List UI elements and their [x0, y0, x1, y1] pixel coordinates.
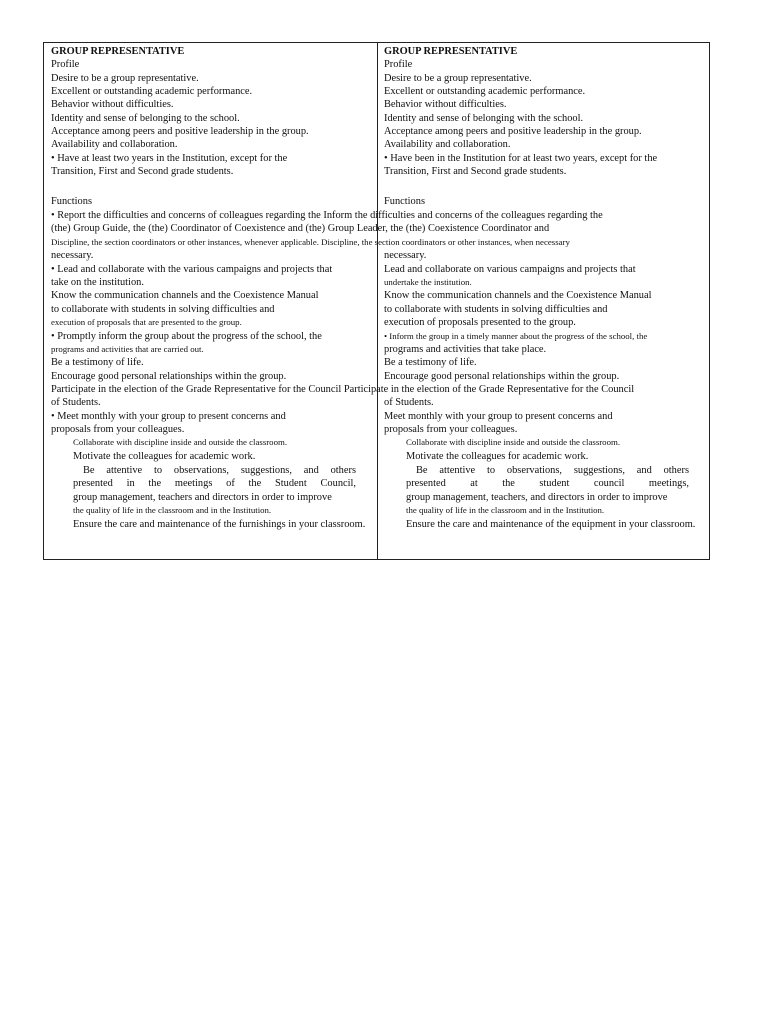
right-function-line: Meet monthly with your group to present concerns and [384, 411, 613, 422]
right-function-line: Be a testimony of life. [384, 357, 477, 368]
left-function-line: • Lead and collaborate with the various campaigns and projects that [51, 264, 333, 275]
right-function-line: Lead and collaborate on various campaigns and projects that [384, 264, 636, 275]
right-function-line: • Inform the group in a timely manner about the progress of the school, the [384, 331, 648, 341]
left-function-line: • Report the difficulties and concerns of colleagues regarding the Inform the difficulties and concerns of the colleagues regarding the [51, 210, 603, 221]
right-title: GROUP REPRESENTATIVE [384, 46, 518, 57]
right-function-line: of Students. [384, 397, 434, 408]
right-function-line: undertake the institution. [384, 277, 472, 287]
left-function-line: (the) Group Guide, the (the) Coordinator of Coexistence and (the) Group Leader, the (the) Coexistence Coordinator and [51, 223, 550, 234]
right-profile-line: • Have been in the Institution for at least two years, except for the [384, 153, 658, 164]
right-profile-line: Transition, First and Second grade students. [384, 166, 567, 177]
left-bullet-item: group management, teachers and directors in order to improve [73, 492, 332, 503]
left-function-line: necessary. [51, 250, 94, 261]
right-function-line: proposals from your colleagues. [384, 424, 518, 435]
right-function-line: necessary. [384, 250, 427, 261]
left-function-line: programs and activities that are carried out. [51, 344, 204, 354]
left-function-line: • Promptly inform the group about the progress of the school, the [51, 331, 322, 342]
left-profile-line: Identity and sense of belonging to the school. [51, 113, 240, 124]
left-profile-line: Excellent or outstanding academic performance. [51, 86, 253, 97]
column-divider [377, 43, 378, 559]
left-function-line: of Students. [51, 397, 101, 408]
left-profile-line: Behavior without difficulties. [51, 99, 174, 110]
left-function-line: execution of proposals that are presented to the group. [51, 317, 242, 327]
left-function-line: take on the institution. [51, 277, 144, 288]
right-bullet-item: presented at the student council meetings, [406, 478, 689, 489]
left-profile-line: • Have at least two years in the Institution, except for the [51, 153, 288, 164]
right-functions-heading: Functions [384, 196, 425, 207]
right-function-line: Know the communication channels and the Coexistence Manual [384, 290, 652, 301]
left-bullet-item: Collaborate with discipline inside and outside the classroom. [73, 437, 288, 447]
right-function-line: to collaborate with students in solving difficulties and [384, 304, 608, 315]
right-profile-line: Behavior without difficulties. [384, 99, 507, 110]
right-profile-line: Excellent or outstanding academic performance. [384, 86, 586, 97]
right-profile-line: Availability and collaboration. [384, 139, 511, 150]
left-function-line: proposals from your colleagues. [51, 424, 185, 435]
right-function-line: Encourage good personal relationships within the group. [384, 371, 620, 382]
left-profile-line: Desire to be a group representative. [51, 73, 199, 84]
left-profile-heading: Profile [51, 59, 80, 70]
left-title: GROUP REPRESENTATIVE [51, 46, 185, 57]
right-bullet-item: Be attentive to observations, suggestions, and others [416, 465, 689, 476]
left-function-line: Know the communication channels and the Coexistence Manual [51, 290, 319, 301]
left-function-line: to collaborate with students in solving difficulties and [51, 304, 275, 315]
left-profile-line: Acceptance among peers and positive leadership in the group. [51, 126, 309, 137]
right-bullet-item: the quality of life in the classroom and in the Institution. [406, 505, 605, 515]
right-profile-line: Identity and sense of belonging with the school. [384, 113, 584, 124]
left-bullet-item: Ensure the care and maintenance of the furnishings in your classroom. [73, 519, 366, 530]
left-profile-line: Transition, First and Second grade students. [51, 166, 234, 177]
right-profile-heading: Profile [384, 59, 413, 70]
right-function-line: programs and activities that take place. [384, 344, 547, 355]
left-function-line: Participate in the election of the Grade Representative for the Council Participate in the election of the Grade Representative for the Council [51, 384, 635, 395]
document-table [43, 42, 710, 560]
right-bullet-item: group management, teachers, and directors in order to improve [406, 492, 668, 503]
right-function-line: execution of proposals presented to the group. [384, 317, 576, 328]
left-bullet-item: Be attentive to observations, suggestions, and others [83, 465, 356, 476]
left-function-line: Discipline, the section coordinators or other instances, whenever applicable. Discipline, the section coordinators or other instances, when necessary [51, 237, 570, 247]
left-bullet-item: presented in the meetings of the Student Council, [73, 478, 356, 489]
left-bullet-item: Motivate the colleagues for academic work. [73, 451, 256, 462]
right-profile-line: Desire to be a group representative. [384, 73, 532, 84]
right-profile-line: Acceptance among peers and positive leadership in the group. [384, 126, 642, 137]
left-function-line: Encourage good personal relationships within the group. [51, 371, 287, 382]
left-functions-heading: Functions [51, 196, 92, 207]
right-bullet-item: Collaborate with discipline inside and outside the classroom. [406, 437, 621, 447]
left-bullet-item: the quality of life in the classroom and in the Institution. [73, 505, 272, 515]
left-function-line: • Meet monthly with your group to present concerns and [51, 411, 286, 422]
left-profile-line: Availability and collaboration. [51, 139, 178, 150]
left-function-line: Be a testimony of life. [51, 357, 144, 368]
right-bullet-item: Ensure the care and maintenance of the equipment in your classroom. [406, 519, 696, 530]
right-bullet-item: Motivate the colleagues for academic work. [406, 451, 589, 462]
